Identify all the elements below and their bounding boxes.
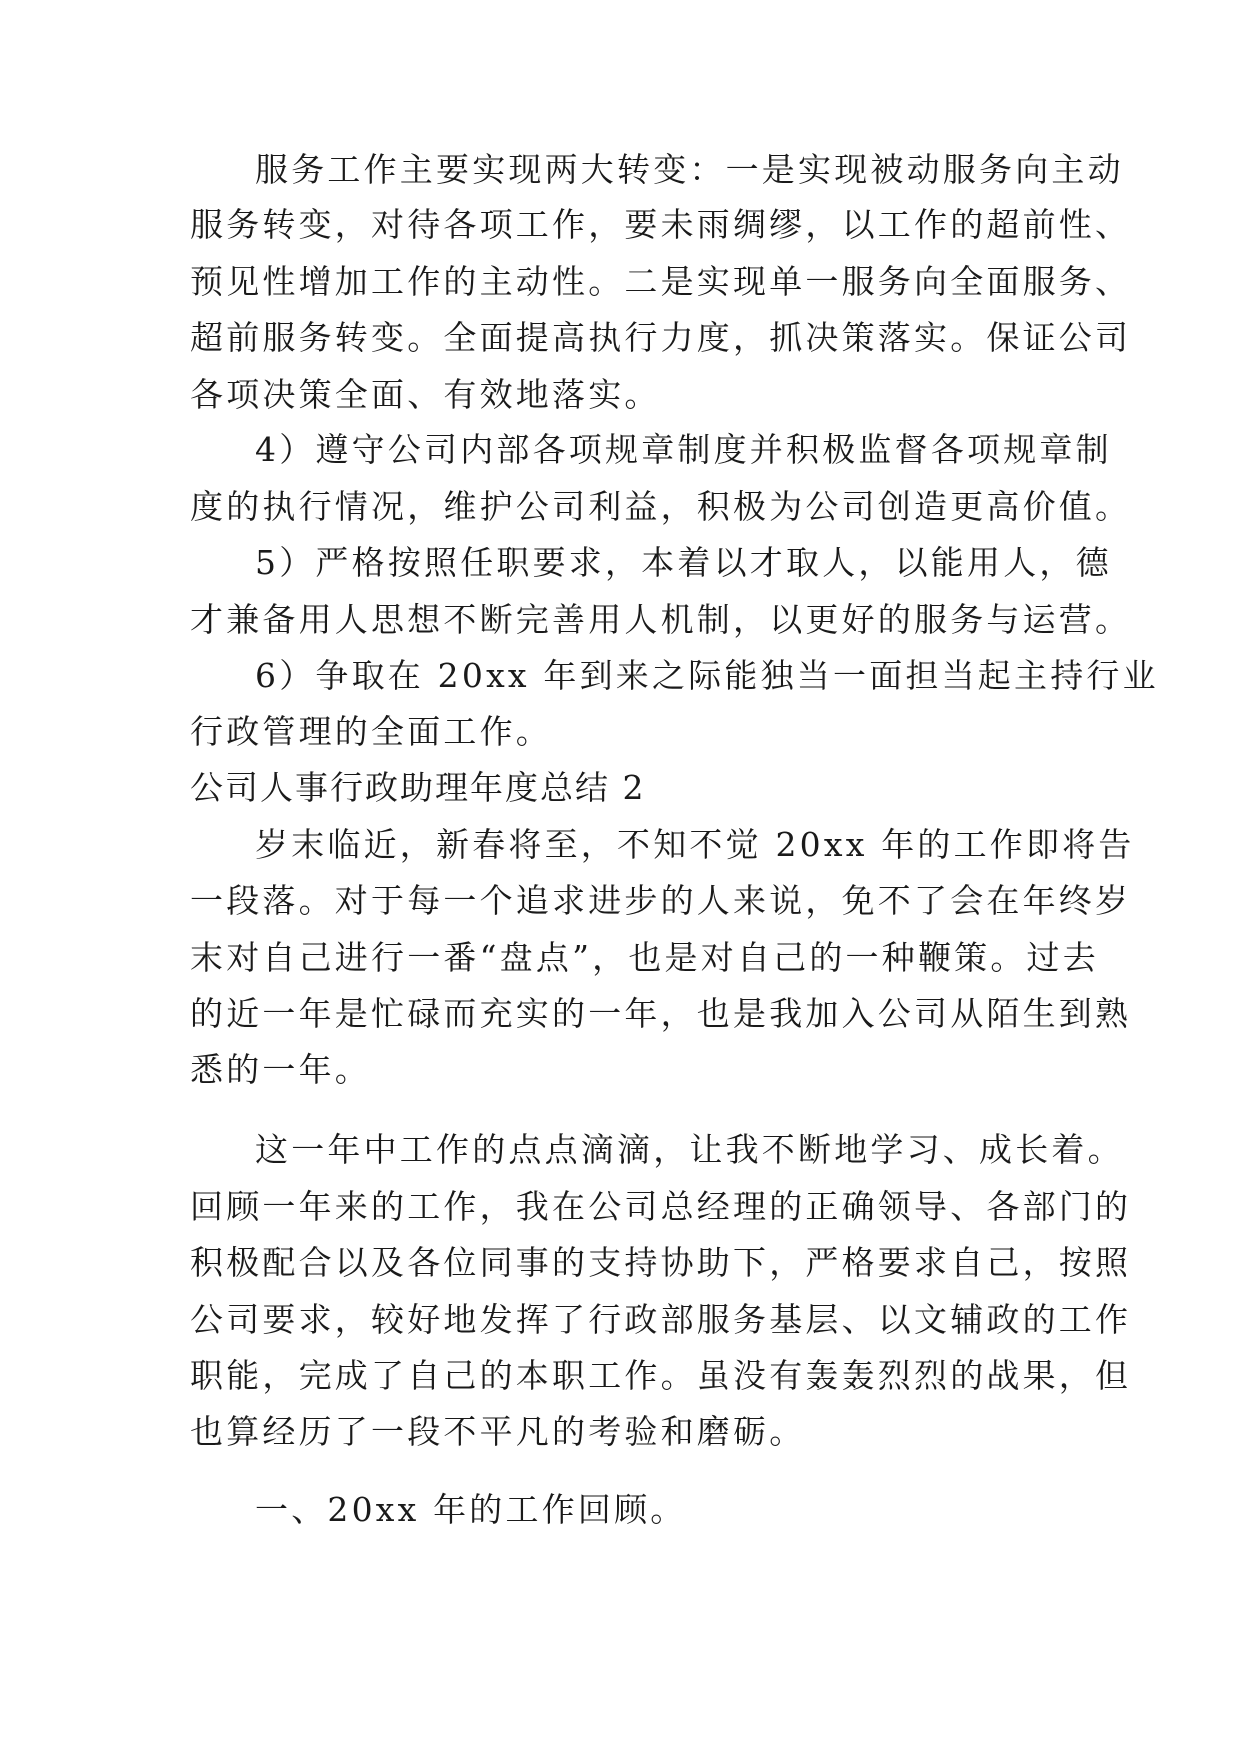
paragraph-line: 6）争取在 20xx 年到来之际能独当一面担当起主持行业 <box>255 656 1159 695</box>
paragraph-line: 各项决策全面、有效地落实。 <box>190 375 661 414</box>
section-title: 公司人事行政助理年度总结 2 <box>190 768 646 807</box>
paragraph-line: 的近一年是忙碌而充实的一年，也是我加入公司从陌生到熟 <box>190 994 1132 1033</box>
paragraph-line: 这一年中工作的点点滴滴，让我不断地学习、成长着。 <box>255 1130 1124 1169</box>
paragraph-line: 也算经历了一段不平凡的考验和磨砺。 <box>190 1412 806 1451</box>
paragraph-line: 积极配合以及各位同事的支持协助下，严格要求自己，按照 <box>190 1243 1132 1282</box>
paragraph-line: 才兼备用人思想不断完善用人机制，以更好的服务与运营。 <box>190 600 1132 639</box>
paragraph-line: 末对自己进行一番“盘点”，也是对自己的一种鞭策。过去 <box>190 938 1099 977</box>
paragraph-line: 公司要求，较好地发挥了行政部服务基层、以文辅政的工作 <box>190 1300 1132 1339</box>
paragraph-line: 回顾一年来的工作，我在公司总经理的正确领导、各部门的 <box>190 1187 1132 1226</box>
paragraph-line: 超前服务转变。全面提高执行力度，抓决策落实。保证公司 <box>190 318 1132 357</box>
paragraph-line: 4）遵守公司内部各项规章制度并积极监督各项规章制 <box>255 430 1112 469</box>
paragraph-line: 职能，完成了自己的本职工作。虽没有轰轰烈烈的战果，但 <box>190 1356 1132 1395</box>
paragraph-line: 预见性增加工作的主动性。二是实现单一服务向全面服务、 <box>190 262 1132 301</box>
paragraph-line: 岁末临近，新春将至，不知不觉 20xx 年的工作即将告 <box>255 825 1135 864</box>
paragraph-line: 服务工作主要实现两大转变：一是实现被动服务向主动 <box>255 150 1124 189</box>
paragraph-line: 度的执行情况，维护公司利益，积极为公司创造更高价值。 <box>190 487 1132 526</box>
paragraph-line: 悉的一年。 <box>190 1050 371 1089</box>
paragraph-line: 行政管理的全面工作。 <box>190 712 552 751</box>
paragraph-line: 5）严格按照任职要求，本着以才取人，以能用人，德 <box>255 543 1112 582</box>
paragraph-line: 服务转变，对待各项工作，要未雨绸缪，以工作的超前性、 <box>190 205 1132 244</box>
paragraph-line: 一段落。对于每一个追求进步的人来说，免不了会在年终岁 <box>190 881 1132 920</box>
section-subtitle: 一、20xx 年的工作回顾。 <box>255 1490 687 1529</box>
